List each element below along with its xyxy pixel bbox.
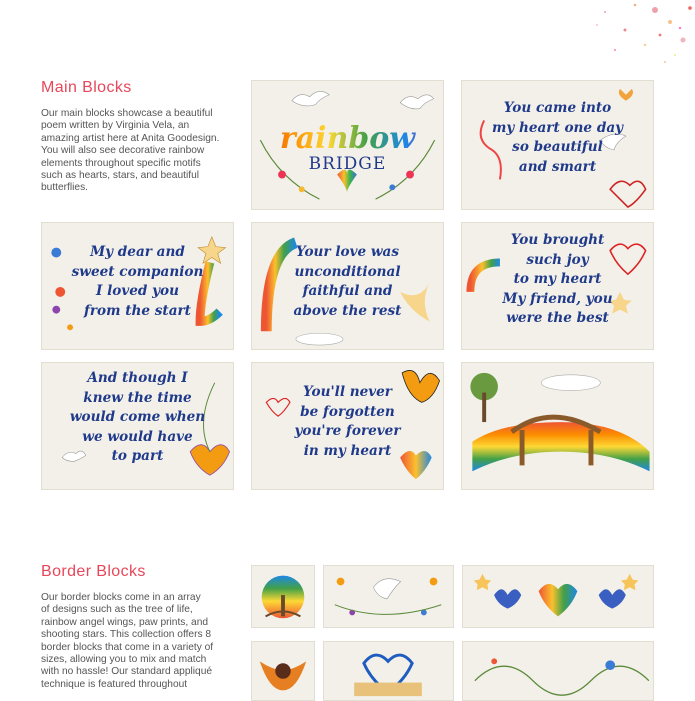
- desc-line: shooting stars. This collection offers 8: [41, 629, 212, 641]
- border-block-tree-of-life[interactable]: [251, 565, 315, 628]
- border-block-heart-banner[interactable]: [323, 641, 454, 701]
- block-you-came-into[interactable]: [461, 80, 654, 210]
- block-rainbow-bridge[interactable]: [251, 80, 444, 210]
- dove-flowers-icon: [324, 566, 453, 627]
- border-blocks-description: [41, 592, 246, 691]
- block-and-though[interactable]: [41, 362, 234, 490]
- border-block-swirls[interactable]: [462, 641, 654, 701]
- block-text: And though I knew the time would come when we would have to part: [69, 370, 206, 464]
- border-block-angel-wings[interactable]: [251, 641, 315, 701]
- desc-line: poem written by Virginia Vela, an: [41, 120, 190, 132]
- desc-line: technique is featured throughout: [41, 678, 188, 690]
- desc-line: border blocks that come in a variety of: [41, 641, 214, 653]
- block-text: My dear and sweet companion I loved you from the start: [71, 244, 204, 319]
- tree-of-life-icon: [252, 566, 314, 627]
- block-text: You came into my heart one day so beautiful and smart: [491, 100, 624, 175]
- block-text: You brought such joy to my heart My friend, you were the best: [502, 232, 613, 326]
- desc-line: with no hassle! Our standard appliqué: [41, 666, 213, 678]
- desc-line: Our main blocks showcase a beautiful: [41, 108, 213, 119]
- desc-line: rainbow angel wings, paw prints, and: [41, 616, 209, 628]
- heart-butterflies-icon: [463, 566, 653, 627]
- block-my-dear[interactable]: [41, 222, 234, 350]
- swirl-vines-icon: [463, 642, 653, 700]
- main-blocks-description: [41, 108, 246, 195]
- border-blocks-title: Border Blocks: [41, 563, 146, 580]
- block-text: You'll never be forgotten you're forever in my heart: [294, 384, 401, 459]
- border-block-doves[interactable]: [323, 565, 454, 628]
- desc-line: of designs such as the tree of life,: [41, 604, 193, 616]
- desc-line: amazing artist here at Anita Goodesign.: [41, 132, 220, 144]
- desc-line: Our border blocks come in an array: [41, 592, 201, 603]
- bridge-scene-icon: [462, 363, 653, 489]
- block-text: Your love was unconditional faithful and above the rest: [293, 244, 402, 319]
- block-you-brought[interactable]: [461, 222, 654, 350]
- desc-line: sizes, allowing you to mix and match: [41, 654, 207, 666]
- desc-line: You will also see decorative rainbow: [41, 145, 205, 157]
- rainbow-title: rainbow: [252, 121, 443, 156]
- heart-banner-icon: [324, 642, 453, 700]
- desc-line: such as hearts, stars, and beautiful: [41, 170, 199, 182]
- block-bridge-scene[interactable]: [461, 362, 654, 490]
- paint-splash-decoration: [505, 0, 695, 70]
- border-block-butterflies-heart[interactable]: [462, 565, 654, 628]
- desc-line: elements throughout specific motifs: [41, 157, 201, 169]
- main-blocks-title: Main Blocks: [41, 79, 132, 96]
- angel-wings-paw-icon: [252, 642, 314, 700]
- block-your-love[interactable]: [251, 222, 444, 350]
- desc-line: butterflies.: [41, 182, 88, 194]
- bridge-subtitle: BRIDGE: [308, 154, 387, 174]
- block-youll-never[interactable]: [251, 362, 444, 490]
